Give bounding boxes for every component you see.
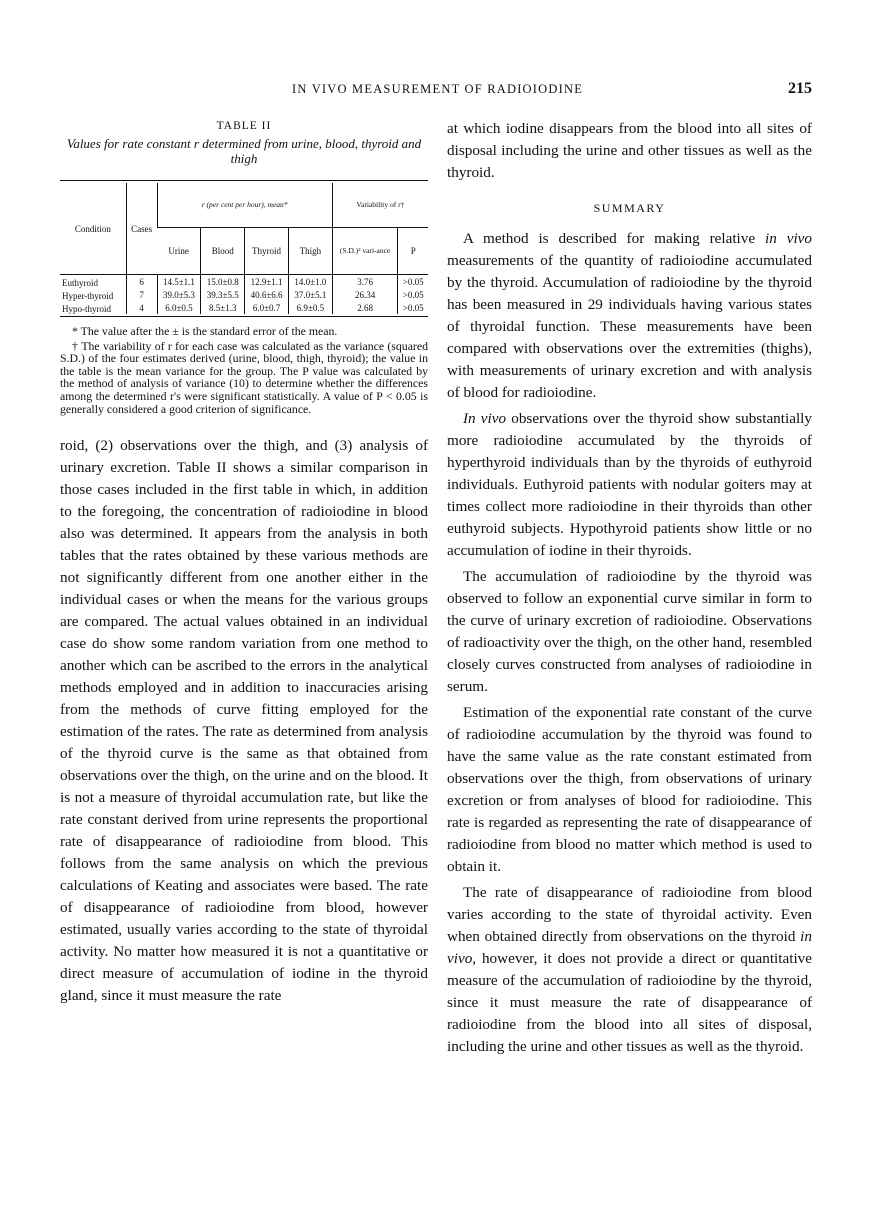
cell-urine: 6.0±0.5: [157, 301, 201, 314]
cell-cases: 7: [126, 288, 157, 301]
header-cases: Cases: [126, 183, 157, 275]
cell-urine: 14.5±1.1: [157, 275, 201, 289]
header-urine: Urine: [168, 246, 189, 256]
cell-condition: Euthyroid: [60, 275, 126, 289]
cell-thigh: 6.9±0.5: [288, 301, 332, 314]
footnote-1: * The value after the ± is the standard error of the mean.: [72, 324, 338, 338]
header-r-group: r (per cent per hour), mean*: [157, 183, 332, 228]
header-blood: Blood: [201, 228, 245, 275]
cell-p: >0.05: [398, 301, 428, 314]
summary-paragraph-2: In vivo observations over the thyroid show substantially more radioiodine accumulated by the thyroids of hyperthyroid individuals than by the thyroids of euthyroid individuals. Euthyroid patients with nodular goiters may at times collect more radioiodine in their thyroids than other euthyroid subjects. Hypothyroid patients show little or no accumulation of iodine in their thyroids.: [447, 410, 812, 559]
cell-variance: 26.34: [332, 288, 398, 301]
summary-paragraph-4: Estimation of the exponential rate constant of the curve of radioiodine accumulation by the thyroid was found to have the same value as the rate constant estimated from observations over the thigh, from observations of urinary excretion or from analyses of blood for radioiodine. This rate is regarded as representing the rate of disappearance of radioiodine from blood no matter which method is used to obtain it.: [447, 704, 812, 875]
header-variance: (S.D.)² vari-ance: [332, 228, 398, 275]
header-condition: Condition: [74, 223, 111, 234]
table-footnotes: [60, 325, 428, 415]
cell-blood: 39.3±5.5: [201, 288, 245, 301]
cell-thyroid: 12.9±1.1: [245, 275, 289, 289]
page-header: [60, 82, 812, 102]
summary-paragraph-1: A method is described for making relative in vivo measurements of the quantity of radioiodine accumulated by the thyroid. Accumulation of radioiodine by the thyroid has been measured in 29 individuals having various states of thyroidal function. These measurements have been compared with observations over the extremities (thighs), with measurements of urinary excretion and with analysis of blood for radioiodine.: [447, 230, 812, 401]
summary-heading: SUMMARY: [593, 201, 666, 215]
cell-condition: Hyper-thyroid: [62, 291, 114, 301]
cell-condition: Hypo-thyroid: [62, 304, 111, 314]
table-row: [60, 301, 428, 314]
cell-thigh: 14.0±1.0: [288, 275, 332, 289]
right-column: [447, 118, 812, 1062]
table-row: [60, 288, 428, 301]
cell-cases: 6: [126, 275, 157, 289]
cell-blood: 8.5±1.3: [201, 301, 245, 314]
cell-blood: 15.0±0.8: [201, 275, 245, 289]
table-container: [60, 180, 428, 317]
left-body-text: roid, (2) observations over the thigh, and (3) analysis of urinary excretion. Table II shows a similar comparison in those cases included in the first table in which, in addition to the foregoing, the concentration of radioiodine in blood also was determined. It appears from the analysis in both tables that the rates obtained by these various methods are not significantly different from one another either in the individual cases or when the means for the various groups are compared. The actual values obtained in an individual case do show some random variation from one method to another which can be ascribed to the errors in the analytical methods employed and in addition to inaccuracies arising from the methods of curve fitting employed for the estimation of the rates. The rate as determined from analysis of the thyroid curve is the same as that obtained from observations over the thigh, on the urine and on the blood. It is not a measure of thyroidal accumulation rate, but like the rate constant derived from urine represents the proportional rate of disappearance of radioiodine from blood. This follows from the same analysis on which the previous calculations of Keating and associates were based. The rate of disappearance of radioiodine from blood, however estimated, usually varies according to the state of thyroidal activity. No matter how measured it is not a quantitative or direct measure of accumulation of iodine in the thyroid gland, since it must measure the rate: [60, 437, 428, 1005]
cell-variance: 3.76: [332, 275, 398, 289]
table-label: TABLE II: [216, 120, 272, 132]
header-variability-group: Variability of r†: [332, 183, 428, 228]
left-column: [60, 118, 428, 1007]
header-thyroid: Thyroid: [245, 228, 289, 275]
cell-variance: 2.68: [332, 301, 398, 314]
header-thigh: Thigh: [288, 228, 332, 275]
table-caption: Values for rate constant r determined from urine, blood, thyroid and thigh: [66, 136, 422, 166]
right-continuation-text: at which iodine disappears from the blood into all sites of disposal including the urine and other tissues as well as the thyroid.: [447, 120, 812, 181]
cell-thyroid: 40.6±6.6: [245, 288, 289, 301]
footnote-2: † The variability of r for each case was calculated as the variance (squared S.D.) of the four estimates derived (urine, blood, thigh, thyroid); the value in the table is the mean variance for the group. The P value was calculated by the method of analysis of variance (10) to determine whether the differences among the determined r's were significant statistically. A value of P < 0.05 is generally considered a good criterion of significance.: [60, 338, 428, 416]
cell-p: >0.05: [398, 275, 428, 289]
header-p: P: [398, 228, 428, 275]
cell-urine: 39.0±5.3: [157, 288, 201, 301]
running-title: IN VIVO MEASUREMENT OF RADIOIODINE: [292, 82, 584, 96]
summary-paragraph-5: The rate of disappearance of radioiodine from blood varies according to the state of thyroidal activity. Even when obtained directly from observations on the thyroid in vivo, however, it does not provide a direct or quantitative measure of the accumulation of radioiodine by the thyroid, since it must measure the rate of disappearance of radioiodine from the blood into all sites of disposal, including the urine and other tissues as well as the thyroid.: [447, 884, 812, 1055]
data-table: [60, 183, 428, 314]
cell-cases: 4: [126, 301, 157, 314]
cell-p: >0.05: [398, 288, 428, 301]
cell-thigh: 37.0±5.1: [288, 288, 332, 301]
cell-thyroid: 6.0±0.7: [245, 301, 289, 314]
page-number: 215: [788, 80, 812, 97]
table-row: [60, 275, 428, 289]
summary-paragraph-3: The accumulation of radioiodine by the thyroid was observed to follow an exponential curve similar in form to the curve of urinary excretion of radioiodine. Observations of radioactivity over the thigh, on the other hand, resembled closely curves constructed from analyses of radioiodine in serum.: [447, 568, 812, 695]
